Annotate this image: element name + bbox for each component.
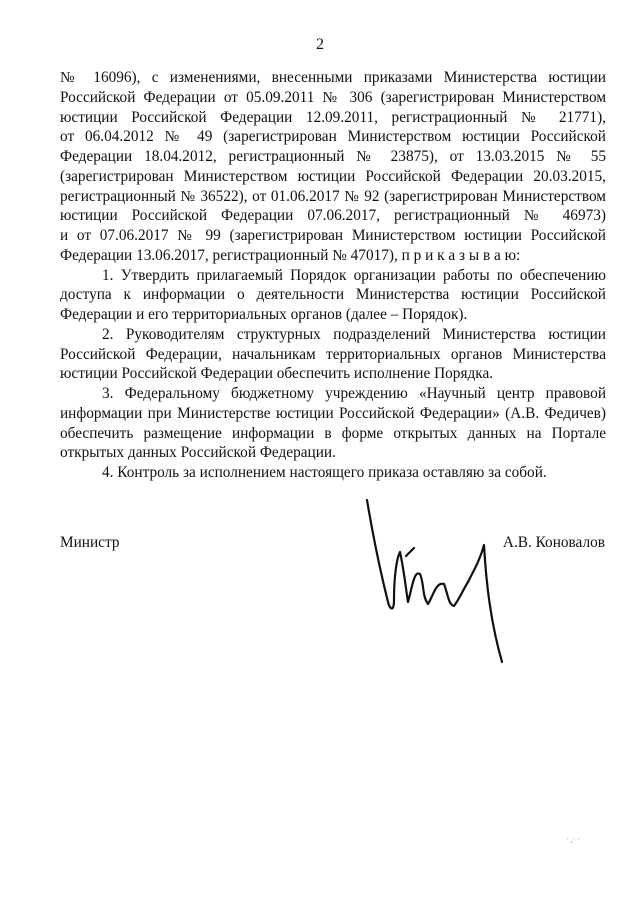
text-line: от 06.04.2012 № 49 (зарегистрирован Министерством юстиции Российской [60, 128, 606, 146]
handwritten-signature [350, 490, 520, 670]
signatory-name: А.В. Коновалов [502, 534, 605, 551]
text-line: юстиции Российской Федерации 07.06.2017, регистрационный № 46973) [60, 207, 606, 225]
text-line: 1. Утвердить прилагаемый Порядок организации работы по обеспечению [102, 266, 606, 284]
text-line: Федерации 13.06.2017, регистрационный № 47017), п р и к а з ы в а ю: [60, 246, 521, 264]
text-line: Федерации и его территориальных органов (далее – Порядок). [60, 306, 468, 323]
text-line: обеспечить размещение информации в форме открытых данных на Портале [60, 424, 606, 442]
scan-artifact: · ,· · [566, 835, 580, 844]
document-body [60, 68, 606, 483]
text-line: и от 07.06.2017 № 99 (зарегистрирован Министерством юстиции Российской [60, 227, 606, 244]
text-line: 3. Федеральному бюджетному учреждению «Научный центр правовой [102, 385, 606, 402]
text-line: (зарегистрирован Министерством юстиции Российской Федерации 20.03.2015, [60, 167, 606, 185]
page-number: 2 [316, 36, 324, 53]
text-line: № 16096), с изменениями, внесенными приказами Министерства юстиции [60, 69, 606, 86]
text-line: 4. Контроль за исполнением настоящего приказа оставляю за собой. [102, 464, 547, 481]
text-line: 2. Руководителям структурных подразделений Министерства юстиции [102, 325, 606, 343]
text-line: доступа к информации о деятельности Министерства юстиции Российской [60, 286, 606, 304]
text-line: юстиции Российской Федерации обеспечить исполнение Порядка. [60, 365, 494, 383]
text-line: регистрационный № 36522), от 01.06.2017 № 92 (зарегистрирован Министерством [60, 187, 606, 205]
text-line: открытых данных Российской Федерации. [60, 444, 336, 462]
text-line: Российской Федерации от 05.09.2011 № 306 (зарегистрирован Министерством [60, 88, 606, 106]
signatory-position: Министр [60, 534, 120, 551]
text-line: Российской Федерации, начальникам территориальных органов Министерства [60, 345, 606, 363]
text-line: Федерации 18.04.2012, регистрационный № 23875), от 13.03.2015 № 55 [60, 148, 606, 165]
text-line: информации при Министерстве юстиции Российской Федерации» (А.В. Федичев) [60, 404, 606, 422]
text-line: юстиции Российской Федерации 12.09.2011, регистрационный № 21771), [60, 108, 606, 126]
